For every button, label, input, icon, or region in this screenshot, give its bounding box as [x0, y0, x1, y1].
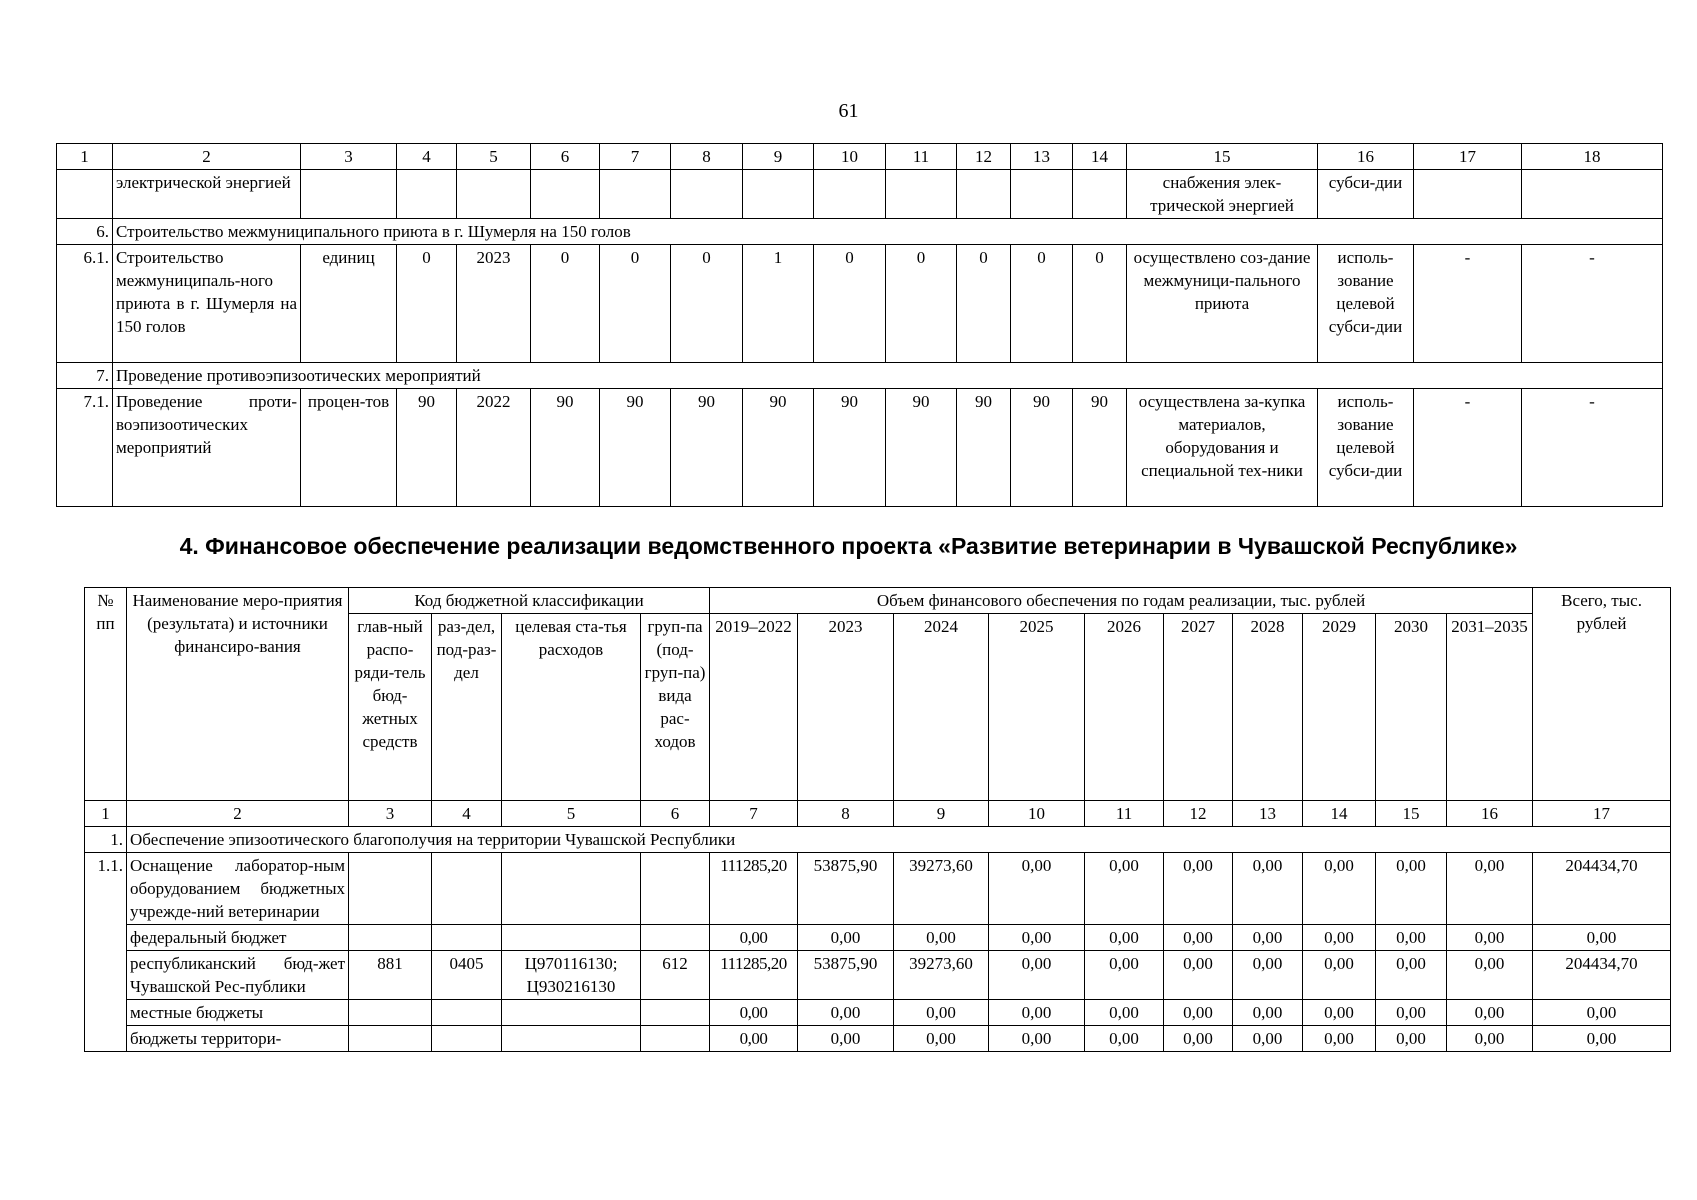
cell-amount: 0,00: [798, 1000, 894, 1026]
column-number: 1: [85, 801, 127, 827]
cell-amount: 0,00: [989, 951, 1085, 1000]
header-csr: целевая ста-тья расходов: [502, 614, 641, 801]
cell-source: исполь-зование целевой субси-дии: [1318, 389, 1414, 507]
column-number: 13: [1011, 144, 1073, 170]
cell-value: 90: [397, 389, 457, 507]
cell-value: 0: [671, 245, 743, 363]
cell-amount: 0,00: [710, 1000, 798, 1026]
cell-amount: 0,00: [1164, 1026, 1233, 1052]
cell-amount: 0,00: [1233, 1026, 1303, 1052]
cell-rz: [432, 925, 502, 951]
column-number: 2: [113, 144, 301, 170]
row-number: [85, 1000, 127, 1026]
cell-value: -: [1414, 389, 1522, 507]
row-number: [85, 1026, 127, 1052]
table-row: [85, 1026, 1671, 1052]
header-number: № пп: [85, 588, 127, 801]
cell-vr: [641, 1026, 710, 1052]
section-row: [85, 827, 1671, 853]
cell-amount: 0,00: [1447, 951, 1533, 1000]
header-year: 2023: [798, 614, 894, 801]
column-number: 15: [1376, 801, 1447, 827]
row-number: [85, 925, 127, 951]
column-number: 2: [127, 801, 349, 827]
cell-value: 0: [1011, 245, 1073, 363]
column-number: 16: [1447, 801, 1533, 827]
cell-csr: [502, 1026, 641, 1052]
cell-vr: [641, 925, 710, 951]
section-row: [57, 363, 1663, 389]
section-number: 7.: [57, 363, 113, 389]
cell-name: Строительство межмуниципаль-ного приюта в г. Шумерля на 150 голов: [113, 245, 301, 363]
cell-amount: 0,00: [1376, 853, 1447, 925]
column-number: 6: [641, 801, 710, 827]
column-number-row: [85, 801, 1671, 827]
header-vr: груп-па (под-груп-па) вида рас-ходов: [641, 614, 710, 801]
cell-amount: 0,00: [989, 1000, 1085, 1026]
cell-value: 0: [600, 245, 671, 363]
table-row: [85, 925, 1671, 951]
cell-value: 90: [600, 389, 671, 507]
column-number: 3: [301, 144, 397, 170]
cell-grbs: 881: [349, 951, 432, 1000]
section-number: 6.: [57, 219, 113, 245]
header-name: Наименование меро-приятия (результата) и источники финансиро-вания: [127, 588, 349, 801]
cell-csr: [502, 1000, 641, 1026]
cell-amount: 0,00: [1303, 925, 1376, 951]
cell-vr: 612: [641, 951, 710, 1000]
column-number: 13: [1233, 801, 1303, 827]
cell-value: 90: [671, 389, 743, 507]
cell-value: 0: [886, 245, 957, 363]
column-number: 18: [1522, 144, 1663, 170]
cell-grbs: [349, 925, 432, 951]
table-row: [85, 853, 1671, 925]
column-number: 11: [886, 144, 957, 170]
cell-csr: [502, 853, 641, 925]
section-title: Обеспечение эпизоотического благополучия на территории Чувашской Республики: [127, 827, 1671, 853]
row-number: 7.1.: [57, 389, 113, 507]
cell-name: Проведение проти-воэпизоотических мероприятий: [113, 389, 301, 507]
cell-value: 0: [531, 245, 600, 363]
cell-vr: [641, 853, 710, 925]
cell-rz: 0405: [432, 951, 502, 1000]
section-title: Проведение противоэпизоотических мероприятий: [113, 363, 1663, 389]
cell-year: 2022: [457, 389, 531, 507]
section-row: [57, 219, 1663, 245]
cell-name: электрической энергией: [113, 170, 301, 219]
column-number: 15: [1127, 144, 1318, 170]
header-year: 2019–2022: [710, 614, 798, 801]
cell-amount: 0,00: [989, 1026, 1085, 1052]
cell-amount: 111285,20: [710, 951, 798, 1000]
column-number: 7: [600, 144, 671, 170]
cell-amount: 0,00: [798, 1026, 894, 1052]
cell-amount: 0,00: [1233, 853, 1303, 925]
column-number: 14: [1073, 144, 1127, 170]
column-number: 7: [710, 801, 798, 827]
cell-source: исполь-зование целевой субси-дии: [1318, 245, 1414, 363]
cell-amount: 0,00: [1447, 853, 1533, 925]
cell-grbs: [349, 1026, 432, 1052]
financing-table: [84, 587, 1671, 1052]
cell-value: 90: [1073, 389, 1127, 507]
cell-amount: 0,00: [1303, 853, 1376, 925]
cell-rz: [432, 1000, 502, 1026]
header-year: 2025: [989, 614, 1085, 801]
cell-csr: Ц970116130; Ц930216130: [502, 951, 641, 1000]
column-number: 8: [671, 144, 743, 170]
cell-value: -: [1414, 245, 1522, 363]
column-number: 10: [989, 801, 1085, 827]
section-title: Строительство межмуниципального приюта в г. Шумерля на 150 голов: [113, 219, 1663, 245]
cell-amount: 0,00: [1233, 951, 1303, 1000]
cell-value: 0: [957, 245, 1011, 363]
cell-amount: 0,00: [1164, 1000, 1233, 1026]
cell-value: 90: [1011, 389, 1073, 507]
cell-result: снабжения элек-трической энергией: [1127, 170, 1318, 219]
cell-name: местные бюджеты: [127, 1000, 349, 1026]
table-row: [85, 1000, 1671, 1026]
cell-grbs: [349, 1000, 432, 1026]
column-number: 12: [1164, 801, 1233, 827]
cell-unit: единиц: [301, 245, 397, 363]
cell-value: 1: [743, 245, 814, 363]
cell-amount: 0,00: [1233, 1000, 1303, 1026]
column-number: 16: [1318, 144, 1414, 170]
table-row: [57, 245, 1663, 363]
cell-amount: 0,00: [1085, 1026, 1164, 1052]
cell-value: 90: [531, 389, 600, 507]
cell-total: 0,00: [1533, 925, 1671, 951]
cell-value: 90: [957, 389, 1011, 507]
column-number: 4: [432, 801, 502, 827]
cell-total: 0,00: [1533, 1000, 1671, 1026]
cell-amount: 0,00: [1303, 1000, 1376, 1026]
cell-amount: 53875,90: [798, 853, 894, 925]
cell-amount: 0,00: [894, 1026, 989, 1052]
header-rz: раз-дел, под-раз-дел: [432, 614, 502, 801]
cell-source: субси-дии: [1318, 170, 1414, 219]
column-number: 4: [397, 144, 457, 170]
column-number: 1: [57, 144, 113, 170]
header-year: 2027: [1164, 614, 1233, 801]
section-heading: 4. Финансовое обеспечение реализации ведомственного проекта «Развитие ветеринарии в Чувашской Республике»: [179, 533, 1518, 559]
cell-amount: 0,00: [1164, 925, 1233, 951]
cell-total: 204434,70: [1533, 853, 1671, 925]
cell-grbs: [349, 853, 432, 925]
cell-csr: [502, 925, 641, 951]
column-number: 10: [814, 144, 886, 170]
header-year: 2028: [1233, 614, 1303, 801]
row-number: [85, 951, 127, 1000]
cell-name: Оснащение лаборатор-ным оборудованием бюджетных учрежде-ний ветеринарии: [127, 853, 349, 925]
cell-value: 0: [397, 245, 457, 363]
cell-amount: 0,00: [1303, 1026, 1376, 1052]
cell-year: 2023: [457, 245, 531, 363]
cell-value: 90: [814, 389, 886, 507]
indicators-table: [56, 143, 1663, 507]
cell-amount: 0,00: [894, 925, 989, 951]
table-header-row: [57, 144, 1663, 170]
cell-amount: 0,00: [989, 853, 1085, 925]
column-number: 6: [531, 144, 600, 170]
cell-amount: 0,00: [1085, 925, 1164, 951]
cell-amount: 0,00: [1376, 925, 1447, 951]
cell-rz: [432, 853, 502, 925]
header-grbs: глав-ный распо-ряди-тель бюд-жетных средств: [349, 614, 432, 801]
column-number: 12: [957, 144, 1011, 170]
cell-result: осуществлена за-купка материалов, оборудования и специальной тех-ники: [1127, 389, 1318, 507]
cell-name: бюджеты территори-: [127, 1026, 349, 1052]
column-number: 11: [1085, 801, 1164, 827]
header-year: 2026: [1085, 614, 1164, 801]
cell-amount: 0,00: [1085, 1000, 1164, 1026]
column-number: 14: [1303, 801, 1376, 827]
cell-amount: 0,00: [1233, 925, 1303, 951]
row-number: 6.1.: [57, 245, 113, 363]
cell-amount: 111285,20: [710, 853, 798, 925]
cell-value: -: [1522, 245, 1663, 363]
column-number: 8: [798, 801, 894, 827]
cell-total: 0,00: [1533, 1026, 1671, 1052]
column-number: 9: [743, 144, 814, 170]
cell-value: 90: [743, 389, 814, 507]
cell-amount: 0,00: [798, 925, 894, 951]
table-header-row: [85, 588, 1671, 614]
header-year: 2031–2035: [1447, 614, 1533, 801]
header-year: 2029: [1303, 614, 1376, 801]
cell-amount: 0,00: [989, 925, 1085, 951]
cell-amount: 0,00: [710, 925, 798, 951]
cell-amount: 0,00: [1085, 853, 1164, 925]
column-number: 5: [502, 801, 641, 827]
section-number: 1.: [85, 827, 127, 853]
table-row: [57, 389, 1663, 507]
column-number: 9: [894, 801, 989, 827]
column-number: 5: [457, 144, 531, 170]
page-number: 61: [838, 100, 859, 122]
cell-amount: 0,00: [1376, 951, 1447, 1000]
column-number: 17: [1414, 144, 1522, 170]
header-volume: Объем финансового обеспечения по годам реализации, тыс. рублей: [710, 588, 1533, 614]
header-year: 2024: [894, 614, 989, 801]
cell-rz: [432, 1026, 502, 1052]
cell-amount: 0,00: [1376, 1000, 1447, 1026]
cell-unit: процен-тов: [301, 389, 397, 507]
cell-amount: 0,00: [1085, 951, 1164, 1000]
cell-name: федеральный бюджет: [127, 925, 349, 951]
cell-value: -: [1522, 389, 1663, 507]
table-row: [85, 951, 1671, 1000]
cell-amount: 53875,90: [798, 951, 894, 1000]
cell-amount: 0,00: [894, 1000, 989, 1026]
cell-amount: 0,00: [1164, 853, 1233, 925]
header-total: Всего, тыс. рублей: [1533, 588, 1671, 801]
column-number: 17: [1533, 801, 1671, 827]
cell-vr: [641, 1000, 710, 1026]
cell-amount: 0,00: [1447, 1000, 1533, 1026]
table-row: [57, 170, 1663, 219]
cell-amount: 0,00: [1303, 951, 1376, 1000]
cell-amount: 0,00: [1376, 1026, 1447, 1052]
cell-amount: 0,00: [1164, 951, 1233, 1000]
column-number: 3: [349, 801, 432, 827]
cell-amount: 0,00: [710, 1026, 798, 1052]
cell-name: республиканский бюд-жет Чувашской Рес-публики: [127, 951, 349, 1000]
cell-value: 0: [1073, 245, 1127, 363]
header-kbk: Код бюджетной классификации: [349, 588, 710, 614]
cell-amount: 0,00: [1447, 925, 1533, 951]
cell-value: 0: [814, 245, 886, 363]
cell-amount: 39273,60: [894, 951, 989, 1000]
header-year: 2030: [1376, 614, 1447, 801]
cell-amount: 39273,60: [894, 853, 989, 925]
cell-value: 90: [886, 389, 957, 507]
cell-total: 204434,70: [1533, 951, 1671, 1000]
row-number: 1.1.: [85, 853, 127, 925]
cell-amount: 0,00: [1447, 1026, 1533, 1052]
cell-result: осуществлено соз-дание межмуници-пального приюта: [1127, 245, 1318, 363]
